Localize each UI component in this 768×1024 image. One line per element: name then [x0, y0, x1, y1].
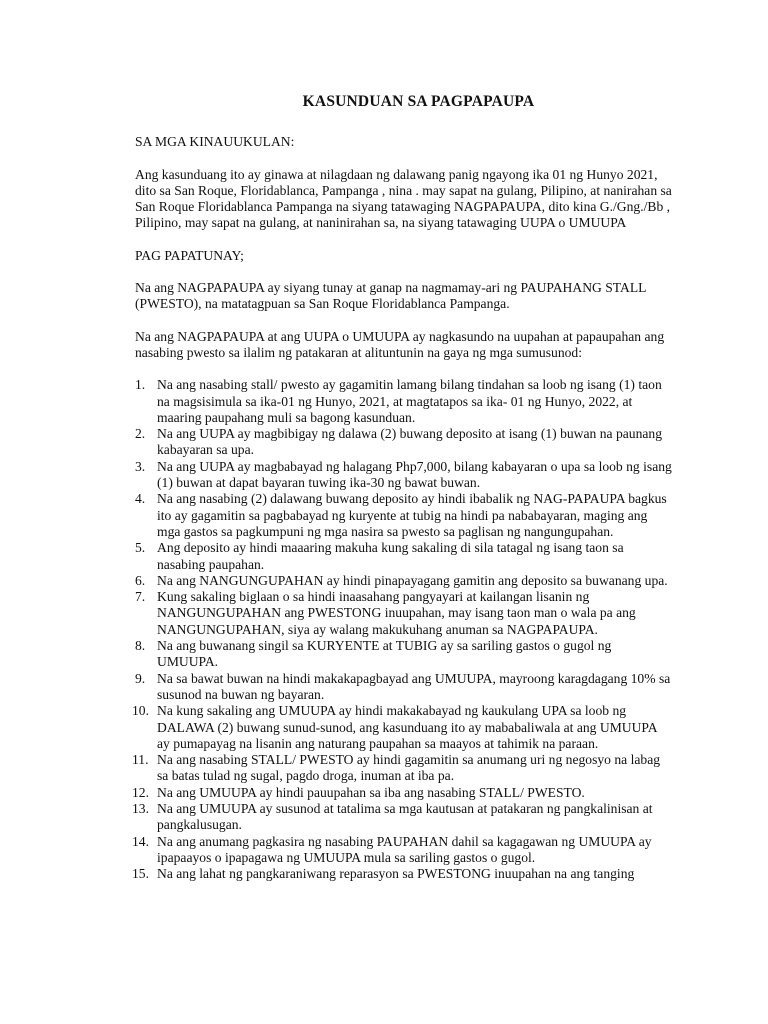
list-item: [135, 671, 672, 704]
item-text: Ang deposito ay hindi maaaring makuha kung sakaling di sila tatagal ng isang taon sa nasabing paupahan.: [157, 540, 624, 572]
list-item: [132, 833, 672, 867]
item-number: 6.: [135, 572, 146, 588]
patunay-heading: PAG PAPATUNAY;: [135, 247, 244, 263]
item-number: 8.: [135, 638, 146, 654]
item-number: 5.: [135, 540, 146, 556]
item-text: Na kung sakaling ang UMUUPA ay hindi makakabayad ng kaukulang UPA sa loob ng DALAWA (2) buwang sunud-sunod, ang kasunduang ito ay mababaliwala at ang UMUUPA ay pumapayag na lisanin ang naturang paupahan sa maayos at tahimik na paraan.: [157, 703, 657, 751]
item-text: Na sa bawat buwan na hindi makakapagbayad ang UMUUPA, mayroong karagdagang 10% sa susunod na buwan ng bayaran.: [157, 670, 671, 702]
item-number: 15.: [132, 866, 149, 882]
list-item: [132, 800, 672, 834]
document-title: KASUNDUAN SA PAGPAPAUPA: [302, 93, 535, 110]
item-text: Na ang anumang pagkasira ng nasabing PAUPAHAN dahil sa kagagawan ng UMUUPA ay ipapaayos o ipapagawa ng UMUUPA mula sa sariling gastos o gugol.: [157, 833, 652, 865]
list-item: [135, 459, 672, 492]
list-item: [132, 703, 672, 752]
item-text: Na ang UUPA ay magbibigay ng dalawa (2) buwang deposito at isang (1) buwan na paunang kabayaran sa upa.: [157, 426, 662, 458]
item-number: 1.: [135, 377, 146, 393]
item-text: Na ang UMUUPA ay susunod at tatalima sa mga kautusan at patakaran ng pangkalinisan at pangkalusugan.: [157, 800, 653, 833]
item-number: 14.: [132, 833, 149, 849]
item-text: Kung sakaling biglaan o sa hindi inaasahang pangyayari at kailangan lisanin ng NANGUNGUPAHAN ang PWESTONG inuupahan, may isang taon man o wala pa ang NANGUNGUPAHAN, siya ay walang makukuhang anuman sa NAGPAPAUPA.: [157, 589, 636, 637]
item-number: 2.: [135, 426, 146, 442]
item-number: 7.: [135, 589, 146, 605]
item-text: Na ang NANGUNGUPAHAN ay hindi pinapayagang gamitin ang deposito sa buwanang upa.: [157, 572, 668, 588]
list-item: [132, 752, 672, 785]
terms-list: [132, 377, 672, 882]
list-item: [132, 866, 672, 882]
item-text: Na ang nasabing STALL/ PWESTO ay hindi gagamitin sa anumang uri ng negosyo na labag sa batas tulad ng sugal, pagdo droga, inuman at iba pa.: [157, 752, 661, 784]
intro-paragraph: Ang kasunduang ito ay ginawa at nilagdaan ng dalawang panig ngayong ika 01 ng Hunyo 2021, dito sa San Roque, Floridablanca, Pampanga , nina . may sapat na gulang, Pilipino, at nanirahan sa San Roque Floridablanca Pampanga na siyang tatawaging NAGPAPAUPA, dito kina G./Gng./Bb , Pilipino, may sapat na gulang, at naninirahan sa, na siyang tatawaging UUPA o UMUUPA: [135, 166, 672, 231]
item-number: 12.: [132, 784, 149, 800]
item-text: Na ang UUPA ay magbabayad ng halagang Php7,000, bilang kabayaran o upa sa loob ng isang (1) buwan at dapat bayaran tuwing ika-30 ng bawat buwan.: [157, 458, 672, 491]
item-text: Na ang buwanang singil sa KURYENTE at TUBIG ay sa sariling gastos o gugol ng UMUUPA.: [157, 638, 612, 670]
list-item: [135, 540, 672, 573]
list-item: [135, 491, 672, 540]
item-number: 11.: [132, 752, 149, 768]
list-item: [132, 784, 672, 801]
list-item: [135, 638, 672, 671]
item-number: 4.: [135, 491, 146, 507]
item-number: 3.: [135, 458, 146, 474]
item-text: Na ang nasabing stall/ pwesto ay gagamitin lamang bilang tindahan sa loob ng isang (1) taon na magsisimula sa ika-01 ng Hunyo, 2021, at magtatapos sa ika- 01 ng Hunyo, 2022, at maaring paupahang muli sa bagong kasunduan.: [157, 377, 662, 425]
item-text: Na ang UMUUPA ay hindi pauupahan sa iba ang nasabing STALL/ PWESTO.: [157, 784, 585, 800]
ownership-paragraph: Na ang NAGPAPAUPA ay siyang tunay at ganap na nagmamay-ari ng PAUPAHANG STALL (PWESTO), na matatagpuan sa San Roque Floridablanca Pampanga.: [135, 280, 646, 312]
item-text: Na ang lahat ng pangkaraniwang reparasyon sa PWESTONG inuupahan na ang tanging: [157, 866, 635, 882]
list-item: [135, 426, 672, 459]
salutation: SA MGA KINAUUKULAN:: [135, 134, 295, 150]
item-number: 10.: [132, 703, 149, 719]
agreement-paragraph: Na ang NAGPAPAUPA at ang UUPA o UMUUPA ay nagkasundo na uupahan at papaupahan ang nasabing pwesto sa ilalim ng patakaran at alituntunin na gaya ng mga sumusunod:: [135, 328, 665, 360]
item-text: Na ang nasabing (2) dalawang buwang deposito ay hindi ibabalik ng NAG-PAPAUPA bagkus ito ay gagamitin sa pagbabayad ng kuryente at tubig na hindi pa nababayaran, maging ang mga gastos sa pagkumpuni ng mga nasira sa pwesto sa paglisan ng nangungupahan.: [157, 491, 667, 539]
item-number: 13.: [132, 800, 149, 816]
list-item: [135, 573, 672, 589]
item-number: 9.: [135, 670, 146, 686]
list-item: [135, 377, 672, 426]
list-item: [135, 589, 672, 638]
